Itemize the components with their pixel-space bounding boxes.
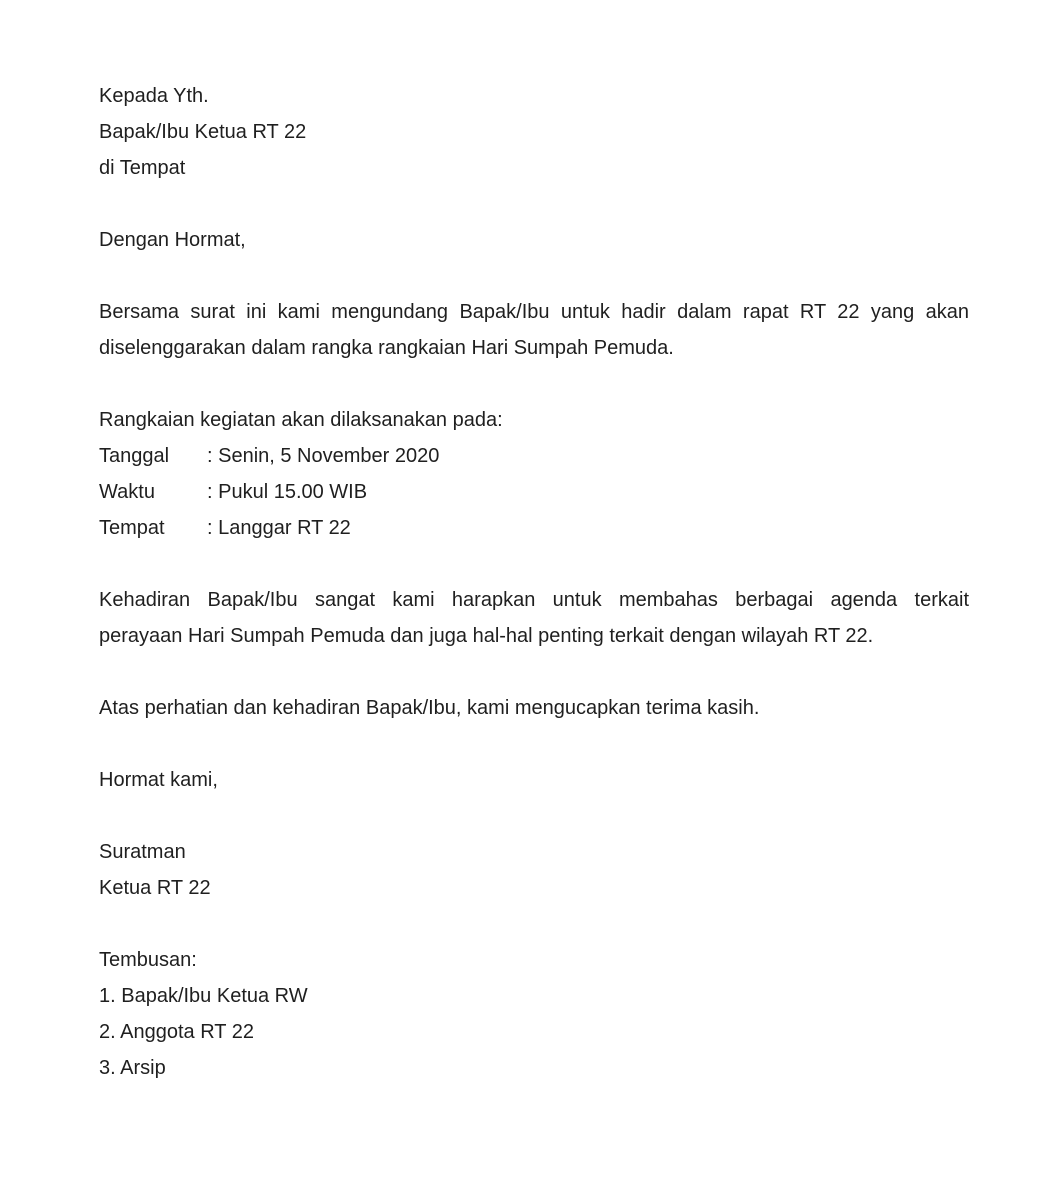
detail-value-tempat: : Langgar RT 22 xyxy=(207,517,351,539)
paragraph-attendance-line-1: Kehadiran Bapak/Ibu sangat kami harapkan untuk membahas berbagai agenda terkait xyxy=(99,589,969,611)
paragraph-invitation-line-1: Bersama surat ini kami mengundang Bapak/Ibu untuk hadir dalam rapat RT 22 yang akan xyxy=(99,301,969,323)
paragraph-attendance-line-2: perayaan Hari Sumpah Pemuda dan juga hal-hal penting terkait dengan wilayah RT 22. xyxy=(99,625,874,647)
detail-row-tempat xyxy=(99,510,969,546)
signature-name: Suratman xyxy=(99,841,186,863)
paragraph-attendance xyxy=(99,582,969,654)
copies-block xyxy=(99,942,969,1086)
spacer xyxy=(99,654,969,690)
recipient-salutation: Kepada Yth. xyxy=(99,85,209,107)
letter-body xyxy=(99,78,969,1086)
event-details-block xyxy=(99,402,969,546)
event-details-intro: Rangkaian kegiatan akan dilaksanakan pada: xyxy=(99,409,503,431)
list-item: 3. Arsip xyxy=(99,1057,166,1079)
paragraph-invitation xyxy=(99,294,969,366)
recipient-addressee: Bapak/Ibu Ketua RT 22 xyxy=(99,121,307,143)
list-item: 1. Bapak/Ibu Ketua RW xyxy=(99,985,308,1007)
copies-heading: Tembusan: xyxy=(99,949,197,971)
detail-value-waktu: : Pukul 15.00 WIB xyxy=(207,481,368,503)
detail-row-tanggal xyxy=(99,438,969,474)
spacer xyxy=(99,366,969,402)
signature-closing: Hormat kami, xyxy=(99,769,218,791)
detail-label-waktu: Waktu xyxy=(99,481,155,503)
spacer xyxy=(99,186,969,222)
spacer xyxy=(99,726,969,762)
recipient-place: di Tempat xyxy=(99,157,186,179)
list-item: 2. Anggota RT 22 xyxy=(99,1021,254,1043)
signature-space xyxy=(99,798,969,834)
detail-label-tempat: Tempat xyxy=(99,517,165,539)
spacer xyxy=(99,546,969,582)
spacer xyxy=(99,258,969,294)
detail-row-waktu xyxy=(99,474,969,510)
greeting: Dengan Hormat, xyxy=(99,229,246,251)
spacer xyxy=(99,906,969,942)
detail-value-tanggal: : Senin, 5 November 2020 xyxy=(207,445,440,467)
closing-thanks: Atas perhatian dan kehadiran Bapak/Ibu, kami mengucapkan terima kasih. xyxy=(99,697,760,719)
recipient-block xyxy=(99,78,969,186)
detail-label-tanggal: Tanggal xyxy=(99,445,170,467)
signature-title: Ketua RT 22 xyxy=(99,877,211,899)
paragraph-invitation-line-2: diselenggarakan dalam rangka rangkaian Hari Sumpah Pemuda. xyxy=(99,337,674,359)
